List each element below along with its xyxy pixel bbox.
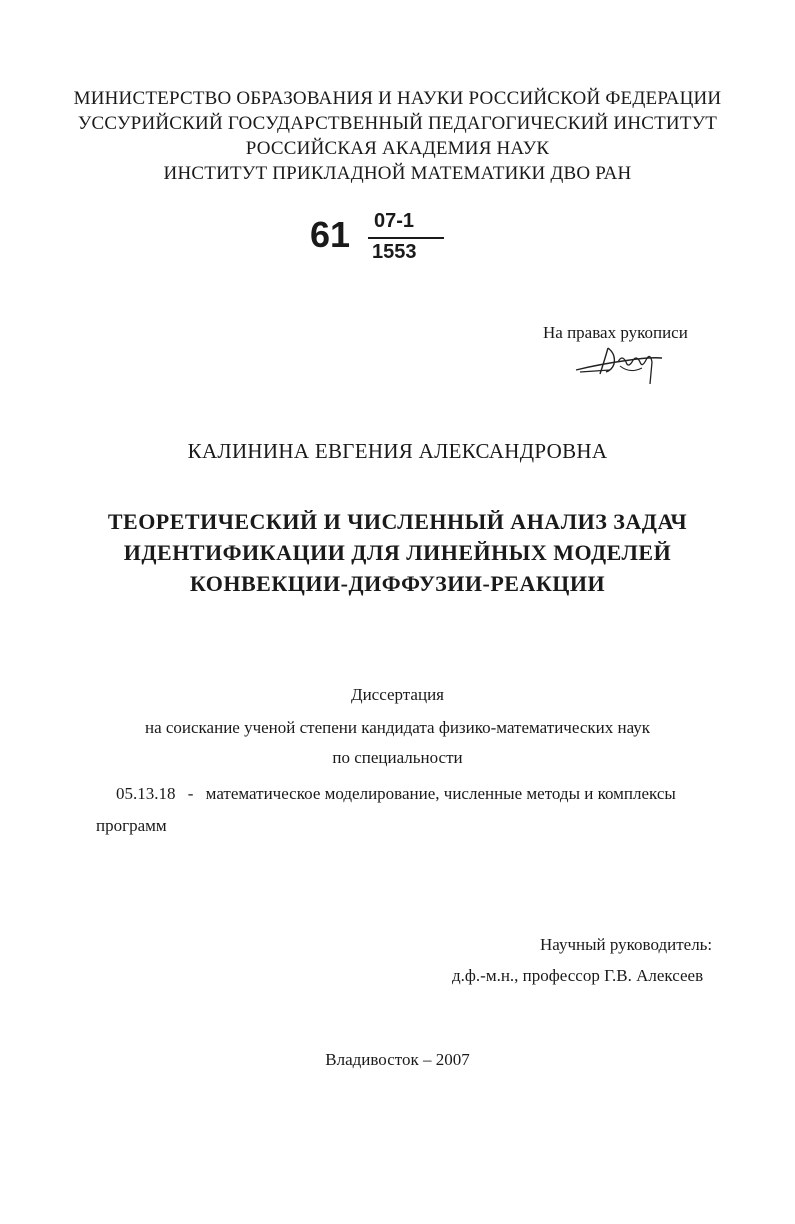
stamp-bottom: 1553 [372, 241, 417, 263]
title-line-3: КОНВЕКЦИИ-ДИФФУЗИИ-РЕАКЦИИ [189, 571, 606, 596]
header-line-ministry: МИНИСТЕРСТВО ОБРАЗОВАНИЯ И НАУКИ РОССИЙСКОЙ ФЕДЕРАЦИИ [73, 88, 722, 109]
specialty-continuation: программ [96, 816, 167, 835]
specialty-name: математическое моделирование, численные методы и комплексы [205, 784, 676, 803]
place-year: Владивосток – 2007 [325, 1050, 470, 1069]
stamp-number: 61 [310, 214, 351, 255]
author-name: КАЛИНИНА ЕВГЕНИЯ АЛЕКСАНДРОВНА [187, 439, 608, 463]
specialty-dash: - [187, 784, 194, 803]
stamp-fraction-line [368, 237, 444, 239]
specialty-code: 05.13.18 [116, 784, 176, 803]
stamp-top: 07-1 [374, 210, 415, 232]
degree-line: на соискание ученой степени кандидата физико-математических наук [144, 718, 651, 737]
rights-notice: На правах рукописи [543, 323, 688, 342]
title-line-2: ИДЕНТИФИКАЦИИ ДЛЯ ЛИНЕЙНЫХ МОДЕЛЕЙ [123, 540, 672, 565]
institution-header [0, 86, 795, 186]
supervisor-label: Научный руководитель: [540, 935, 713, 954]
header-line-institute: УССУРИЙСКИЙ ГОСУДАРСТВЕННЫЙ ПЕДАГОГИЧЕСКИЙ ИНСТИТУТ [77, 113, 718, 134]
title-line-1: ТЕОРЕТИЧЕСКИЙ И ЧИСЛЕННЫЙ АНАЛИЗ ЗАДАЧ [107, 509, 688, 534]
dissertation-label: Диссертация [350, 685, 444, 704]
header-line-ipm: ИНСТИТУТ ПРИКЛАДНОЙ МАТЕМАТИКИ ДВО РАН [163, 163, 632, 184]
library-stamp [310, 210, 450, 270]
signature-image [570, 340, 670, 392]
header-line-academy: РОССИЙСКАЯ АКАДЕМИЯ НАУК [245, 138, 550, 159]
specialty-line [116, 784, 676, 804]
supervisor-name: д.ф.-м.н., профессор Г.В. Алексеев [452, 966, 704, 985]
dissertation-title [0, 506, 795, 599]
specialty-label: по специальности [332, 748, 463, 767]
